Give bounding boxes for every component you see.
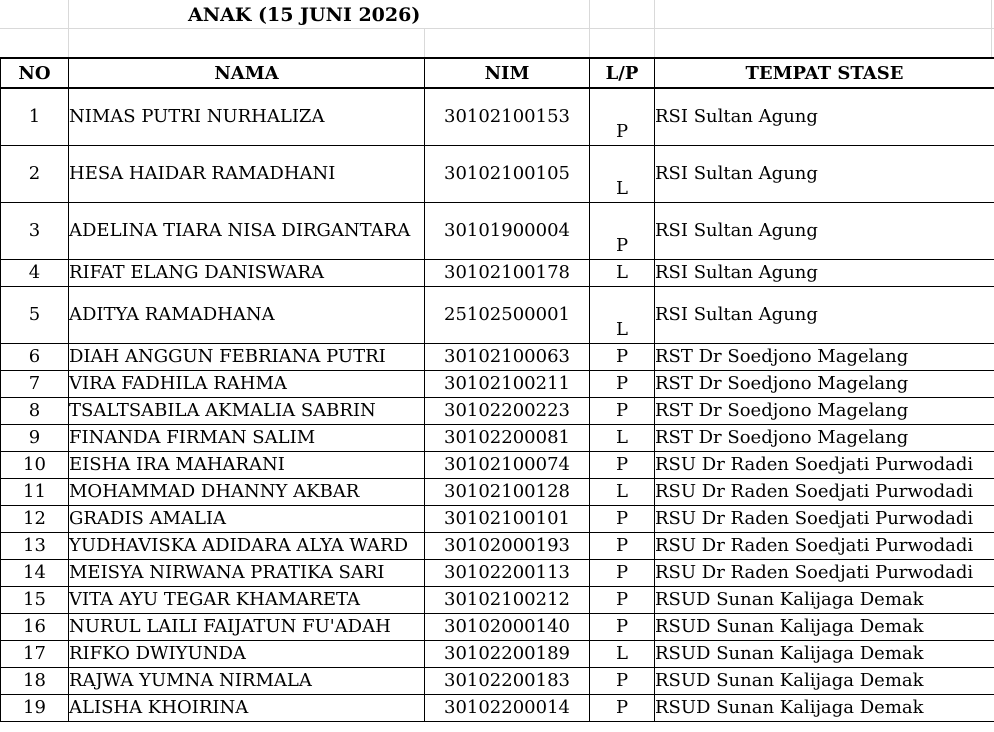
cell-lp[interactable]: P <box>590 452 655 479</box>
cell-nama[interactable]: HESA HAIDAR RAMADHANI <box>69 146 425 203</box>
cell-no[interactable]: 8 <box>1 398 69 425</box>
cell-nim[interactable]: 30102200183 <box>425 668 590 695</box>
cell-tempat-stase[interactable]: RST Dr Soedjono Magelang <box>655 371 994 398</box>
sheet-title: ANAK (15 JUNI 2026) <box>188 4 421 26</box>
cell-no[interactable]: 3 <box>1 203 69 260</box>
cell-nama[interactable]: VIRA FADHILA RAHMA <box>69 371 425 398</box>
cell-nim[interactable]: 30102200113 <box>425 560 590 587</box>
header-row <box>1 58 994 88</box>
table-row <box>1 506 994 533</box>
cell-no[interactable]: 4 <box>1 260 69 287</box>
cell-tempat-stase[interactable]: RSUD Sunan Kalijaga Demak <box>655 668 994 695</box>
gridline <box>654 0 655 57</box>
cell-nim[interactable]: 30102000140 <box>425 614 590 641</box>
table-row <box>1 614 994 641</box>
table-row <box>1 88 994 146</box>
cell-nama[interactable]: ADELINA TIARA NISA DIRGANTARA <box>69 203 425 260</box>
cell-tempat-stase[interactable]: RSI Sultan Agung <box>655 88 994 146</box>
cell-tempat-stase[interactable]: RSU Dr Raden Soedjati Purwodadi <box>655 533 994 560</box>
cell-nama[interactable]: YUDHAVISKA ADIDARA ALYA WARD <box>69 533 425 560</box>
cell-nim[interactable]: 30102100074 <box>425 452 590 479</box>
gridline <box>0 28 994 29</box>
cell-nama[interactable]: ALISHA KHOIRINA <box>69 695 425 722</box>
table-row <box>1 452 994 479</box>
cell-nim[interactable]: 30102200189 <box>425 641 590 668</box>
cell-tempat-stase[interactable]: RSI Sultan Agung <box>655 287 994 344</box>
header-nim[interactable]: NIM <box>425 58 590 88</box>
cell-tempat-stase[interactable]: RSUD Sunan Kalijaga Demak <box>655 587 994 614</box>
cell-no[interactable]: 2 <box>1 146 69 203</box>
header-no[interactable]: NO <box>1 58 69 88</box>
cell-tempat-stase[interactable]: RSU Dr Raden Soedjati Purwodadi <box>655 506 994 533</box>
cell-nim[interactable]: 30102100128 <box>425 479 590 506</box>
cell-lp[interactable]: L <box>590 641 655 668</box>
cell-nim[interactable]: 30102000193 <box>425 533 590 560</box>
cell-nama[interactable]: TSALTSABILA AKMALIA SABRIN <box>69 398 425 425</box>
cell-nama[interactable]: RIFAT ELANG DANISWARA <box>69 260 425 287</box>
cell-tempat-stase[interactable]: RSUD Sunan Kalijaga Demak <box>655 695 994 722</box>
cell-nim[interactable]: 30102100212 <box>425 587 590 614</box>
cell-tempat-stase[interactable]: RST Dr Soedjono Magelang <box>655 398 994 425</box>
table-row <box>1 695 994 722</box>
cell-nama[interactable]: MEISYA NIRWANA PRATIKA SARI <box>69 560 425 587</box>
cell-no[interactable]: 16 <box>1 614 69 641</box>
table-row <box>1 641 994 668</box>
cell-no[interactable]: 15 <box>1 587 69 614</box>
cell-nim[interactable]: 25102500001 <box>425 287 590 344</box>
cell-lp[interactable]: L <box>590 425 655 452</box>
cell-no[interactable]: 19 <box>1 695 69 722</box>
table-row <box>1 287 994 344</box>
cell-nim[interactable]: 30101900004 <box>425 203 590 260</box>
cell-tempat-stase[interactable]: RSUD Sunan Kalijaga Demak <box>655 614 994 641</box>
cell-no[interactable]: 9 <box>1 425 69 452</box>
cell-nama[interactable]: RAJWA YUMNA NIRMALA <box>69 668 425 695</box>
header-nama[interactable]: NAMA <box>69 58 425 88</box>
cell-tempat-stase[interactable]: RSI Sultan Agung <box>655 203 994 260</box>
cell-nim[interactable]: 30102100153 <box>425 88 590 146</box>
cell-no[interactable]: 7 <box>1 371 69 398</box>
cell-no[interactable]: 5 <box>1 287 69 344</box>
header-tempat[interactable]: TEMPAT STASE <box>655 58 994 88</box>
cell-lp[interactable]: P <box>590 203 655 260</box>
cell-lp[interactable]: P <box>590 560 655 587</box>
cell-tempat-stase[interactable]: RSU Dr Raden Soedjati Purwodadi <box>655 560 994 587</box>
gridline <box>424 28 425 57</box>
cell-nim[interactable]: 30102100101 <box>425 506 590 533</box>
cell-no[interactable]: 13 <box>1 533 69 560</box>
cell-no[interactable]: 18 <box>1 668 69 695</box>
cell-no[interactable]: 12 <box>1 506 69 533</box>
cell-nama[interactable]: DIAH ANGGUN FEBRIANA PUTRI <box>69 344 425 371</box>
cell-nim[interactable]: 30102100211 <box>425 371 590 398</box>
table-row <box>1 203 994 260</box>
cell-nama[interactable]: NURUL LAILI FAIJATUN FU'ADAH <box>69 614 425 641</box>
cell-lp[interactable]: P <box>590 88 655 146</box>
table-row <box>1 371 994 398</box>
cell-no[interactable]: 11 <box>1 479 69 506</box>
table-row <box>1 260 994 287</box>
cell-nama[interactable]: EISHA IRA MAHARANI <box>69 452 425 479</box>
cell-nim[interactable]: 30102200081 <box>425 425 590 452</box>
table-row <box>1 560 994 587</box>
cell-tempat-stase[interactable]: RSU Dr Raden Soedjati Purwodadi <box>655 479 994 506</box>
cell-tempat-stase[interactable]: RSI Sultan Agung <box>655 260 994 287</box>
cell-tempat-stase[interactable]: RST Dr Soedjono Magelang <box>655 425 994 452</box>
gridline <box>991 0 992 57</box>
cell-tempat-stase[interactable]: RSU Dr Raden Soedjati Purwodadi <box>655 452 994 479</box>
table-row <box>1 398 994 425</box>
cell-no[interactable]: 10 <box>1 452 69 479</box>
cell-no[interactable]: 6 <box>1 344 69 371</box>
table-row <box>1 668 994 695</box>
cell-no[interactable]: 14 <box>1 560 69 587</box>
cell-lp[interactable]: P <box>590 695 655 722</box>
cell-tempat-stase[interactable]: RSI Sultan Agung <box>655 146 994 203</box>
student-table <box>0 57 994 722</box>
cell-tempat-stase[interactable]: RSUD Sunan Kalijaga Demak <box>655 641 994 668</box>
gridline <box>68 0 69 57</box>
cell-lp[interactable]: P <box>590 398 655 425</box>
cell-lp[interactable]: L <box>590 260 655 287</box>
cell-nama[interactable]: MOHAMMAD DHANNY AKBAR <box>69 479 425 506</box>
table-row <box>1 587 994 614</box>
gridline <box>589 0 590 57</box>
cell-nim[interactable]: 30102100105 <box>425 146 590 203</box>
cell-no[interactable]: 1 <box>1 88 69 146</box>
cell-lp[interactable]: P <box>590 614 655 641</box>
cell-nim[interactable]: 30102100178 <box>425 260 590 287</box>
table-body <box>1 88 994 722</box>
cell-lp[interactable]: P <box>590 587 655 614</box>
cell-nim[interactable]: 30102200014 <box>425 695 590 722</box>
cell-nama[interactable]: NIMAS PUTRI NURHALIZA <box>69 88 425 146</box>
cell-lp[interactable]: L <box>590 287 655 344</box>
cell-nama[interactable]: ADITYA RAMADHANA <box>69 287 425 344</box>
cell-lp[interactable]: P <box>590 533 655 560</box>
cell-lp[interactable]: P <box>590 344 655 371</box>
table-row <box>1 344 994 371</box>
cell-no[interactable]: 17 <box>1 641 69 668</box>
table-row <box>1 479 994 506</box>
cell-nim[interactable]: 30102200223 <box>425 398 590 425</box>
cell-lp[interactable]: P <box>590 506 655 533</box>
cell-tempat-stase[interactable]: RST Dr Soedjono Magelang <box>655 344 994 371</box>
header-lp[interactable]: L/P <box>590 58 655 88</box>
cell-lp[interactable]: L <box>590 146 655 203</box>
table-row <box>1 533 994 560</box>
cell-nim[interactable]: 30102100063 <box>425 344 590 371</box>
cell-lp[interactable]: P <box>590 668 655 695</box>
table-row <box>1 425 994 452</box>
cell-nama[interactable]: VITA AYU TEGAR KHAMARETA <box>69 587 425 614</box>
cell-lp[interactable]: L <box>590 479 655 506</box>
cell-lp[interactable]: P <box>590 371 655 398</box>
cell-nama[interactable]: FINANDA FIRMAN SALIM <box>69 425 425 452</box>
table-row <box>1 146 994 203</box>
cell-nama[interactable]: RIFKO DWIYUNDA <box>69 641 425 668</box>
cell-nama[interactable]: GRADIS AMALIA <box>69 506 425 533</box>
